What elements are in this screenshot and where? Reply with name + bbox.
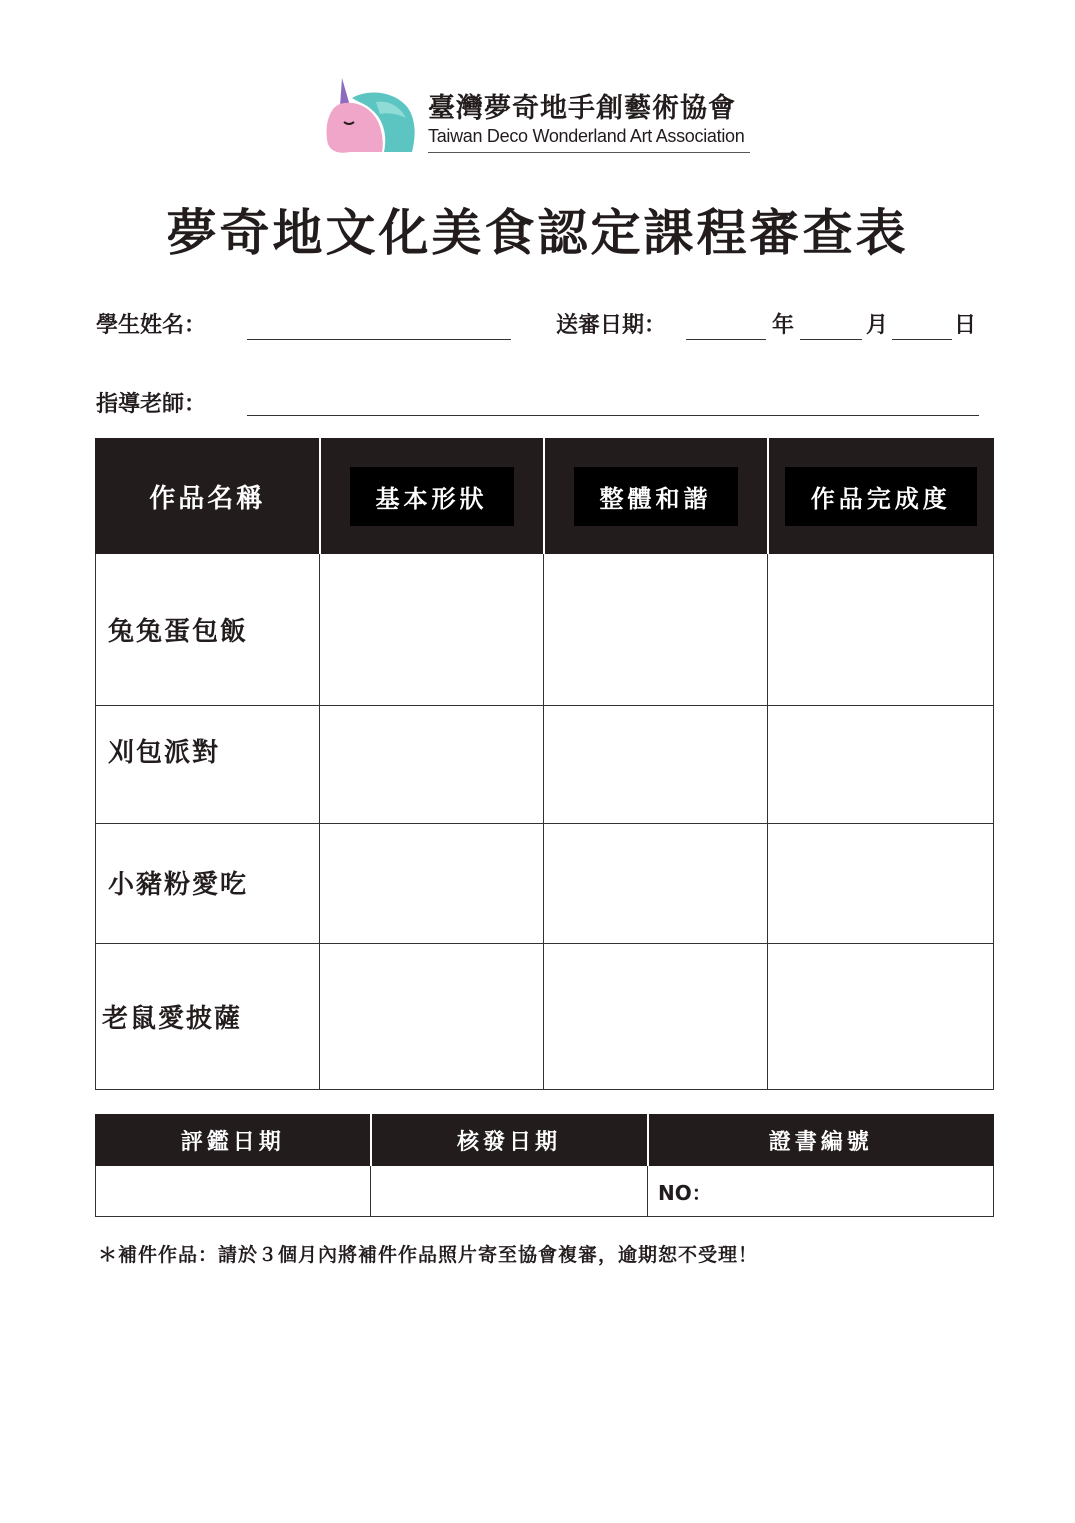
header-basic-shape — [320, 439, 544, 554]
resubmission-note: ＊補件作品：請於３個月內將補件作品照片寄至協會複審，逾期恕不受理！ — [98, 1244, 759, 1266]
overall-harmony-cell[interactable] — [544, 554, 768, 706]
certificate-number-cell[interactable] — [648, 1166, 994, 1217]
table-row — [96, 706, 994, 824]
unicorn-logo-icon — [322, 72, 422, 160]
work-name-cell: 刈包派對 — [96, 706, 320, 824]
basic-shape-cell[interactable] — [320, 706, 544, 824]
logo-underline — [428, 152, 750, 153]
header-overall-harmony-label: 整體和諧 — [574, 467, 738, 526]
teacher-field[interactable] — [247, 415, 979, 416]
logo-org-name-en: Taiwan Deco Wonderland Art Association — [428, 126, 745, 146]
certificate-no-label: NO： — [658, 1180, 712, 1205]
submit-month-field[interactable] — [800, 339, 862, 340]
work-name-cell: 小豬粉愛吃 — [96, 824, 320, 944]
year-unit: 年 — [772, 312, 795, 338]
header-evaluation-date: 評鑑日期 — [96, 1115, 371, 1166]
certificate-row — [96, 1166, 994, 1217]
evaluation-date-cell[interactable] — [96, 1166, 371, 1217]
certificate-header-row — [96, 1115, 994, 1166]
overall-harmony-cell[interactable] — [544, 706, 768, 824]
completion-cell[interactable] — [768, 706, 994, 824]
basic-shape-cell[interactable] — [320, 944, 544, 1090]
header-work-name-label: 作品名稱 — [149, 483, 266, 514]
header-overall-harmony — [544, 439, 768, 554]
submit-date-label: 送審日期： — [556, 312, 667, 338]
submit-day-field[interactable] — [892, 339, 952, 340]
completion-cell[interactable] — [768, 554, 994, 706]
overall-harmony-cell[interactable] — [544, 944, 768, 1090]
review-header-row — [96, 439, 994, 554]
header-certificate-number: 證書編號 — [648, 1115, 994, 1166]
header-completion-label: 作品完成度 — [785, 467, 977, 526]
completion-cell[interactable] — [768, 944, 994, 1090]
submit-year-field[interactable] — [686, 339, 766, 340]
student-name-field[interactable] — [247, 339, 511, 340]
work-name-cell: 老鼠愛披薩 — [96, 944, 320, 1090]
logo-org-name-zh: 臺灣夢奇地手創藝術協會 — [428, 93, 736, 124]
teacher-label: 指導老師： — [96, 391, 207, 417]
certificate-table — [95, 1114, 994, 1217]
header-work-name — [96, 439, 320, 554]
basic-shape-cell[interactable] — [320, 824, 544, 944]
table-row — [96, 554, 994, 706]
table-row — [96, 944, 994, 1090]
completion-cell[interactable] — [768, 824, 994, 944]
work-name-cell: 兔兔蛋包飯 — [96, 554, 320, 706]
form-title: 夢奇地文化美食認定課程審查表 — [166, 203, 909, 262]
overall-harmony-cell[interactable] — [544, 824, 768, 944]
issue-date-cell[interactable] — [371, 1166, 648, 1217]
header-issue-date: 核發日期 — [371, 1115, 648, 1166]
student-name-label: 學生姓名： — [96, 312, 207, 338]
month-unit: 月 — [866, 312, 889, 338]
basic-shape-cell[interactable] — [320, 554, 544, 706]
review-table — [95, 438, 994, 1090]
header-basic-shape-label: 基本形狀 — [350, 467, 514, 526]
header-completion — [768, 439, 994, 554]
table-row — [96, 824, 994, 944]
association-logo — [322, 72, 762, 162]
day-unit: 日 — [954, 312, 977, 338]
